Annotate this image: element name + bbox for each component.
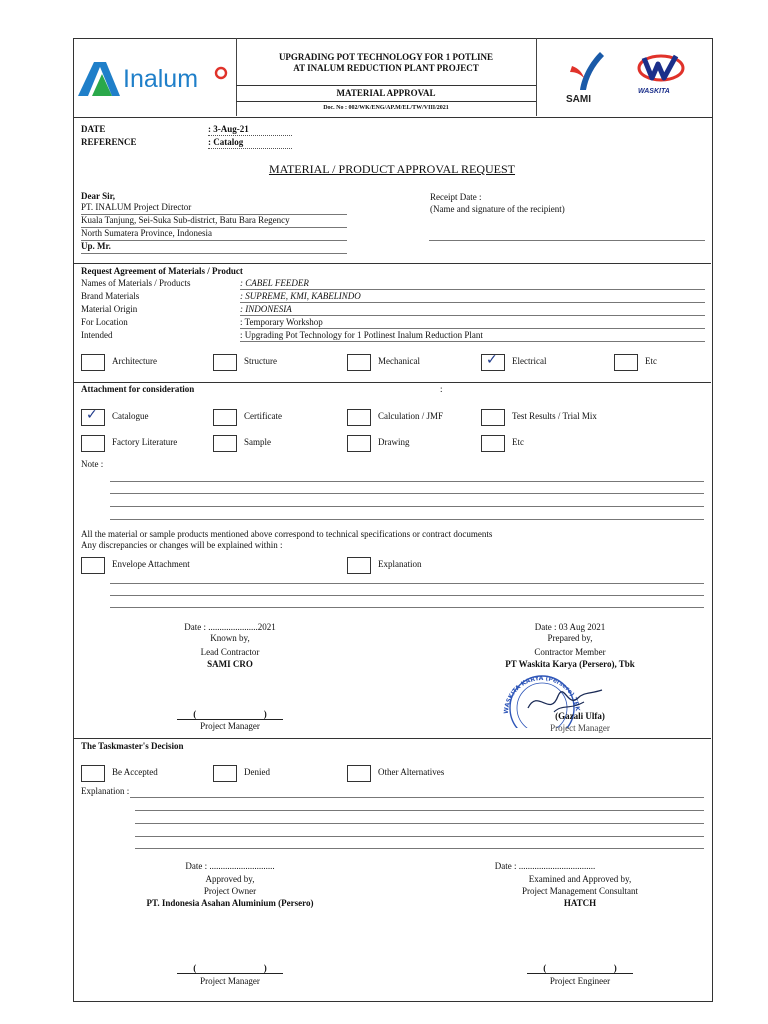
request-row-line (240, 289, 705, 290)
request-row-value[interactable]: : SUPREME, KMI, KABELINDO (240, 291, 361, 301)
attachment-checkbox[interactable] (481, 409, 505, 426)
attachment-label: Drawing (378, 437, 410, 447)
address-line3: North Sumatera Province, Indonesia (81, 228, 212, 238)
request-row-label: For Location (81, 317, 128, 327)
category-checkbox[interactable] (213, 354, 237, 371)
inalum-logo-mark-icon (76, 58, 126, 98)
decision-line[interactable] (130, 797, 704, 798)
decision-checkbox[interactable] (347, 765, 371, 782)
request-row-label: Intended (81, 330, 113, 340)
greeting: Dear Sir, (81, 191, 116, 201)
project-title-line1: UPGRADING POT TECHNOLOGY FOR 1 POTLINE (278, 52, 494, 62)
request-row-label: Brand Materials (81, 291, 140, 301)
sig-right-title: Project Manager (550, 723, 610, 733)
receipt-date: Receipt Date : (430, 192, 482, 202)
sig-right-prepared: Prepared by, (547, 633, 593, 643)
date-label: DATE (81, 124, 106, 134)
note-line[interactable] (110, 519, 704, 520)
decision-line[interactable] (135, 848, 704, 849)
attachment-colon: : (440, 384, 443, 394)
sig-left-role: Lead Contractor (200, 647, 260, 657)
attention-line: Up. Mr. (81, 241, 111, 251)
request-row-line (240, 302, 705, 303)
sig-left-company: SAMI CRO (207, 659, 253, 669)
statement-1: All the material or sample products mentioned above correspond to technical specifications or contract documents (81, 529, 493, 539)
request-row-line (240, 315, 705, 316)
note-label: Note : (81, 459, 104, 469)
request-row-line (240, 328, 705, 329)
attachment-label: Etc (512, 437, 524, 447)
checkmark-icon: ✓ (86, 407, 98, 423)
attachment-label: Certificate (244, 411, 282, 421)
inalum-logo-text: Inalum (123, 65, 199, 93)
sig-bottom-left-title: Project Manager (200, 976, 260, 986)
attachment-label: Calculation / JMF (378, 411, 443, 421)
request-heading: Request Agreement of Materials / Product (81, 266, 243, 276)
sig-bottom-left-company: PT. Indonesia Asahan Aluminium (Persero) (146, 898, 314, 908)
doc-number: Doc. No : 002/WK/ENG/AP.M/EL/TW/VIII/2021 (323, 105, 449, 111)
decision-explanation-label: Explanation : (81, 786, 130, 796)
decision-line[interactable] (135, 823, 704, 824)
envelope-checkbox[interactable] (81, 557, 105, 574)
attachment-heading: Attachment for consideration (81, 384, 195, 394)
attachment-label: Test Results / Trial Mix (512, 411, 597, 421)
sig-left-date: Date : ......................2021 (184, 622, 276, 632)
explanation-line[interactable] (110, 583, 704, 584)
checkmark-icon: ✓ (486, 352, 498, 368)
request-row-value[interactable]: : Temporary Workshop (240, 317, 323, 327)
request-row-line (240, 341, 705, 342)
inalum-logo-circle-icon (214, 66, 228, 80)
attachment-label: Factory Literature (112, 437, 178, 447)
explanation-checkbox[interactable] (347, 557, 371, 574)
attachment-checkbox[interactable] (81, 409, 105, 426)
request-row-value[interactable]: : INDONESIA (240, 304, 292, 314)
decision-heading: The Taskmaster's Decision (81, 741, 184, 751)
form-title: MATERIAL / PRODUCT APPROVAL REQUEST (268, 162, 516, 176)
sami-logo-swoosh-icon (564, 50, 610, 92)
category-checkbox[interactable] (481, 354, 505, 371)
request-row-value[interactable]: : Upgrading Pot Technology for 1 Potlinest Inalum Reduction Plant (240, 330, 483, 340)
waskita-logo-mark-icon (634, 52, 688, 84)
category-checkbox[interactable] (81, 354, 105, 371)
decision-label: Denied (244, 767, 270, 777)
explanation-line[interactable] (110, 595, 704, 596)
request-row-label: Names of Materials / Products (81, 278, 191, 288)
request-row-label: Material Origin (81, 304, 138, 314)
sig-bottom-right-company: HATCH (563, 898, 597, 908)
sig-right-role: Contractor Member (534, 647, 606, 657)
decision-label: Other Alternatives (378, 767, 445, 777)
reference-value: : Catalog (208, 137, 292, 149)
explanation-label: Explanation (378, 559, 422, 569)
date-value: : 3-Aug-21 (208, 124, 292, 136)
sami-logo (558, 50, 618, 106)
doc-type: MATERIAL APPROVAL (336, 88, 436, 98)
sig-left-known: Known by, (210, 633, 250, 643)
category-label: Electrical (512, 356, 547, 366)
sig-bottom-left-name: ( ) (193, 963, 267, 973)
attachment-label: Sample (244, 437, 271, 447)
envelope-label: Envelope Attachment (112, 559, 190, 569)
waskita-logo (632, 52, 692, 98)
sig-bottom-right-role: Project Management Consultant (522, 886, 638, 896)
address-line2: Kuala Tanjung, Sei-Suka Sub-district, Batu Bara Regency (81, 215, 290, 225)
form-frame (73, 38, 713, 1002)
sig-bottom-right-title: Project Engineer (549, 976, 611, 986)
category-label: Structure (244, 356, 277, 366)
project-title-line2: AT INALUM REDUCTION PLANT PROJECT (293, 63, 479, 73)
sig-bottom-left-role: Project Owner (203, 886, 257, 896)
explanation-line[interactable] (110, 607, 704, 608)
attachment-checkbox[interactable] (81, 435, 105, 452)
reference-label: REFERENCE (81, 137, 137, 147)
attachment-checkbox[interactable] (213, 409, 237, 426)
sig-left-name: ( ) (193, 709, 267, 719)
attachment-checkbox[interactable] (347, 409, 371, 426)
category-checkbox[interactable] (347, 354, 371, 371)
decision-checkbox[interactable] (213, 765, 237, 782)
sig-bottom-left-date: Date : ............................. (185, 861, 275, 871)
receipt-note: (Name and signature of the recipient) (430, 204, 565, 214)
request-row-value[interactable]: : CABEL FEEDER (240, 278, 309, 288)
note-line[interactable] (110, 481, 704, 482)
category-label: Architecture (112, 356, 157, 366)
sami-logo-text: SAMI (566, 94, 591, 105)
statement-2: Any discrepancies or changes will be explained within : (81, 540, 283, 550)
note-line[interactable] (110, 506, 704, 507)
address-line1: PT. INALUM Project Director (81, 202, 192, 212)
attachment-checkbox[interactable] (481, 435, 505, 452)
sig-bottom-right-date: Date : .................................. (494, 861, 596, 871)
attachment-label: Catalogue (112, 411, 149, 421)
sig-right-date: Date : 03 Aug 2021 (534, 622, 606, 632)
sig-right-name: (Gazali Ulfa) (555, 711, 605, 721)
sig-bottom-left-approved: Approved by, (205, 874, 255, 884)
sig-bottom-right-approved: Examined and Approved by, (528, 874, 632, 884)
decision-line[interactable] (135, 810, 704, 811)
decision-label: Be Accepted (112, 767, 158, 777)
attachment-checkbox[interactable] (347, 435, 371, 452)
decision-checkbox[interactable] (81, 765, 105, 782)
note-line[interactable] (110, 493, 704, 494)
waskita-logo-text: WASKITA (638, 88, 670, 95)
inalum-logo (76, 58, 232, 98)
sig-bottom-right-name: ( ) (543, 963, 617, 973)
decision-line[interactable] (135, 836, 704, 837)
category-label: Mechanical (378, 356, 420, 366)
attachment-checkbox[interactable] (213, 435, 237, 452)
sig-right-company: PT Waskita Karya (Persero), Tbk (505, 659, 635, 669)
category-label: Etc (645, 356, 657, 366)
category-checkbox[interactable] (614, 354, 638, 371)
svg-text:WASKITA KARYA (Persero) TBK: WASKITA KARYA (Persero) TBK (502, 674, 581, 715)
sig-left-title: Project Manager (200, 721, 260, 731)
